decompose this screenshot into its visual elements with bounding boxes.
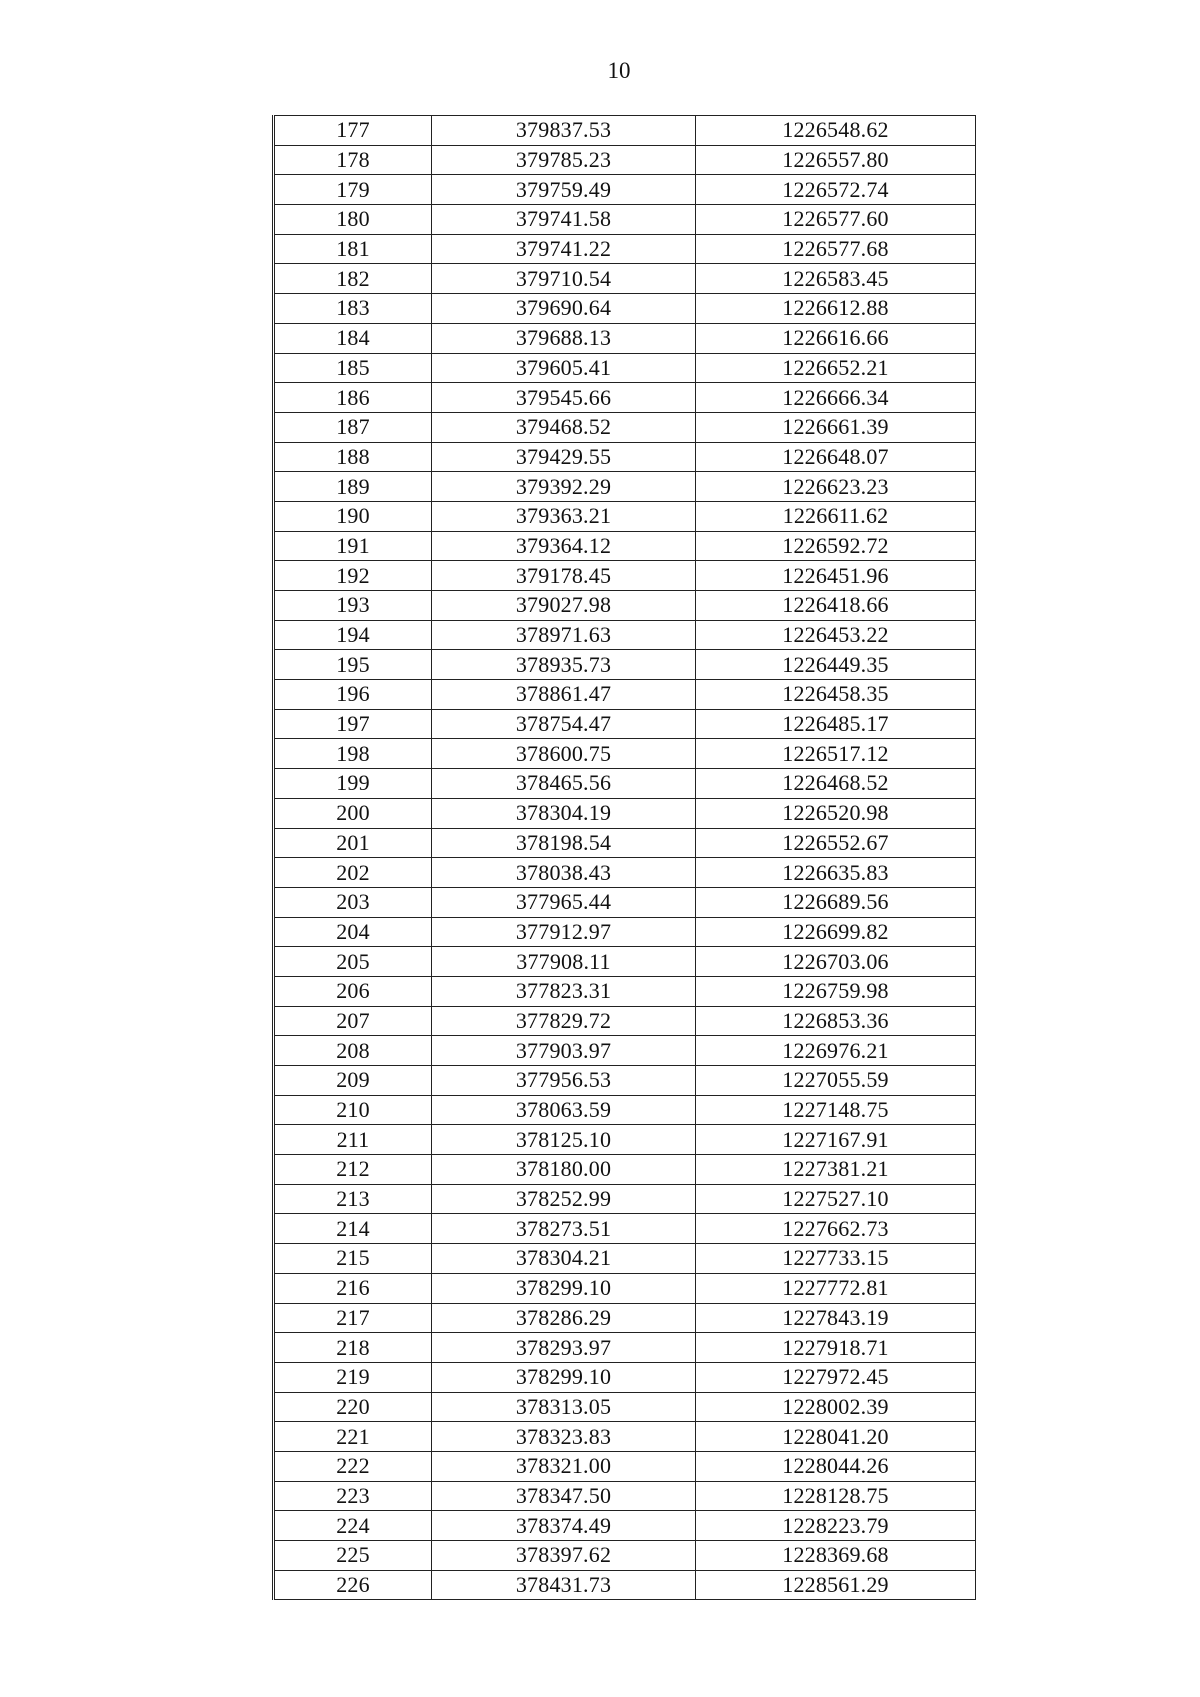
- table-row: [274, 1303, 976, 1333]
- x-coordinate-cell: 379178.45: [432, 561, 696, 591]
- table-row: [274, 1511, 976, 1541]
- y-coordinate-cell: 1227148.75: [696, 1095, 976, 1125]
- point-number-cell: 203: [274, 887, 432, 917]
- x-coordinate-cell: 378971.63: [432, 620, 696, 650]
- point-number-cell: 214: [274, 1214, 432, 1244]
- y-coordinate-cell: 1228002.39: [696, 1392, 976, 1422]
- point-number-cell: 196: [274, 680, 432, 710]
- y-coordinate-cell: 1226853.36: [696, 1006, 976, 1036]
- x-coordinate-cell: 378347.50: [432, 1481, 696, 1511]
- table-row: [274, 947, 976, 977]
- x-coordinate-cell: 378465.56: [432, 769, 696, 799]
- x-coordinate-cell: 377823.31: [432, 976, 696, 1006]
- x-coordinate-cell: 377956.53: [432, 1066, 696, 1096]
- point-number-cell: 226: [274, 1570, 432, 1600]
- table-row: [274, 591, 976, 621]
- point-number-cell: 189: [274, 472, 432, 502]
- point-number-cell: 193: [274, 591, 432, 621]
- table-row: [274, 353, 976, 383]
- y-coordinate-cell: 1226577.68: [696, 234, 976, 264]
- point-number-cell: 204: [274, 917, 432, 947]
- point-number-cell: 195: [274, 650, 432, 680]
- y-coordinate-cell: 1227918.71: [696, 1333, 976, 1363]
- y-coordinate-cell: 1226468.52: [696, 769, 976, 799]
- y-coordinate-cell: 1226592.72: [696, 531, 976, 561]
- y-coordinate-cell: 1227772.81: [696, 1273, 976, 1303]
- y-coordinate-cell: 1226552.67: [696, 828, 976, 858]
- table-row: [274, 1273, 976, 1303]
- x-coordinate-cell: 377829.72: [432, 1006, 696, 1036]
- table-row: [274, 442, 976, 472]
- y-coordinate-cell: 1227167.91: [696, 1125, 976, 1155]
- point-number-cell: 216: [274, 1273, 432, 1303]
- y-coordinate-cell: 1226458.35: [696, 680, 976, 710]
- point-number-cell: 215: [274, 1244, 432, 1274]
- x-coordinate-cell: 379468.52: [432, 412, 696, 442]
- point-number-cell: 188: [274, 442, 432, 472]
- x-coordinate-cell: 379785.23: [432, 145, 696, 175]
- x-coordinate-cell: 378754.47: [432, 709, 696, 739]
- x-coordinate-cell: 379690.64: [432, 294, 696, 324]
- table-body: [274, 116, 976, 1600]
- point-number-cell: 194: [274, 620, 432, 650]
- point-number-cell: 199: [274, 769, 432, 799]
- point-number-cell: 217: [274, 1303, 432, 1333]
- x-coordinate-cell: 378861.47: [432, 680, 696, 710]
- y-coordinate-cell: 1228128.75: [696, 1481, 976, 1511]
- x-coordinate-cell: 379688.13: [432, 323, 696, 353]
- table-row: [274, 264, 976, 294]
- x-coordinate-cell: 378323.83: [432, 1422, 696, 1452]
- y-coordinate-cell: 1227733.15: [696, 1244, 976, 1274]
- x-coordinate-cell: 379027.98: [432, 591, 696, 621]
- x-coordinate-cell: 377903.97: [432, 1036, 696, 1066]
- point-number-cell: 178: [274, 145, 432, 175]
- point-number-cell: 212: [274, 1155, 432, 1185]
- point-number-cell: 184: [274, 323, 432, 353]
- x-coordinate-cell: 378299.10: [432, 1362, 696, 1392]
- point-number-cell: 182: [274, 264, 432, 294]
- table-row: [274, 917, 976, 947]
- table-row: [274, 1541, 976, 1571]
- point-number-cell: 210: [274, 1095, 432, 1125]
- table-row: [274, 739, 976, 769]
- x-coordinate-cell: 377908.11: [432, 947, 696, 977]
- table-row: [274, 175, 976, 205]
- y-coordinate-cell: 1226635.83: [696, 858, 976, 888]
- y-coordinate-cell: 1226611.62: [696, 501, 976, 531]
- table-row: [274, 205, 976, 235]
- x-coordinate-cell: 379837.53: [432, 116, 696, 146]
- point-number-cell: 177: [274, 116, 432, 146]
- table-row: [274, 383, 976, 413]
- table-row: [274, 561, 976, 591]
- table-row: [274, 1244, 976, 1274]
- x-coordinate-cell: 379605.41: [432, 353, 696, 383]
- page-number: 10: [607, 58, 631, 83]
- point-number-cell: 187: [274, 412, 432, 442]
- point-number-cell: 185: [274, 353, 432, 383]
- y-coordinate-cell: 1226451.96: [696, 561, 976, 591]
- table-row: [274, 1333, 976, 1363]
- y-coordinate-cell: 1228223.79: [696, 1511, 976, 1541]
- table-row: [274, 1214, 976, 1244]
- table-row: [274, 234, 976, 264]
- table-row: [274, 976, 976, 1006]
- table-row: [274, 828, 976, 858]
- table-row: [274, 620, 976, 650]
- table-row: [274, 1066, 976, 1096]
- y-coordinate-cell: 1226699.82: [696, 917, 976, 947]
- table-row: [274, 858, 976, 888]
- table-row: [274, 501, 976, 531]
- table-row: [274, 1451, 976, 1481]
- y-coordinate-cell: 1227972.45: [696, 1362, 976, 1392]
- y-coordinate-cell: 1226572.74: [696, 175, 976, 205]
- y-coordinate-cell: 1226623.23: [696, 472, 976, 502]
- table-row: [274, 472, 976, 502]
- point-number-cell: 223: [274, 1481, 432, 1511]
- y-coordinate-cell: 1226616.66: [696, 323, 976, 353]
- y-coordinate-cell: 1227662.73: [696, 1214, 976, 1244]
- point-number-cell: 205: [274, 947, 432, 977]
- y-coordinate-cell: 1226548.62: [696, 116, 976, 146]
- y-coordinate-cell: 1226557.80: [696, 145, 976, 175]
- x-coordinate-cell: 379710.54: [432, 264, 696, 294]
- x-coordinate-cell: 379363.21: [432, 501, 696, 531]
- x-coordinate-cell: 378304.21: [432, 1244, 696, 1274]
- point-number-cell: 221: [274, 1422, 432, 1452]
- table-row: [274, 1481, 976, 1511]
- x-coordinate-cell: 378935.73: [432, 650, 696, 680]
- point-number-cell: 222: [274, 1451, 432, 1481]
- point-number-cell: 225: [274, 1541, 432, 1571]
- point-number-cell: 192: [274, 561, 432, 591]
- y-coordinate-cell: 1228561.29: [696, 1570, 976, 1600]
- point-number-cell: 219: [274, 1362, 432, 1392]
- x-coordinate-cell: 378125.10: [432, 1125, 696, 1155]
- table-row: [274, 1362, 976, 1392]
- x-coordinate-cell: 379741.58: [432, 205, 696, 235]
- y-coordinate-cell: 1227055.59: [696, 1066, 976, 1096]
- y-coordinate-cell: 1227381.21: [696, 1155, 976, 1185]
- y-coordinate-cell: 1226759.98: [696, 976, 976, 1006]
- x-coordinate-cell: 379429.55: [432, 442, 696, 472]
- y-coordinate-cell: 1227843.19: [696, 1303, 976, 1333]
- y-coordinate-cell: 1226583.45: [696, 264, 976, 294]
- point-number-cell: 183: [274, 294, 432, 324]
- y-coordinate-cell: 1226418.66: [696, 591, 976, 621]
- point-number-cell: 190: [274, 501, 432, 531]
- y-coordinate-cell: 1227527.10: [696, 1184, 976, 1214]
- y-coordinate-cell: 1226976.21: [696, 1036, 976, 1066]
- table-row: [274, 1392, 976, 1422]
- table-row: [274, 323, 976, 353]
- point-number-cell: 206: [274, 976, 432, 1006]
- x-coordinate-cell: 379392.29: [432, 472, 696, 502]
- point-number-cell: 213: [274, 1184, 432, 1214]
- y-coordinate-cell: 1226652.21: [696, 353, 976, 383]
- table-row: [274, 1036, 976, 1066]
- point-number-cell: 179: [274, 175, 432, 205]
- x-coordinate-cell: 377965.44: [432, 887, 696, 917]
- y-coordinate-cell: 1228041.20: [696, 1422, 976, 1452]
- y-coordinate-cell: 1226612.88: [696, 294, 976, 324]
- table-row: [274, 1155, 976, 1185]
- table-row: [274, 680, 976, 710]
- x-coordinate-cell: 378063.59: [432, 1095, 696, 1125]
- table-row: [274, 1095, 976, 1125]
- table-row: [274, 294, 976, 324]
- y-coordinate-cell: 1226661.39: [696, 412, 976, 442]
- x-coordinate-cell: 378293.97: [432, 1333, 696, 1363]
- point-number-cell: 211: [274, 1125, 432, 1155]
- y-coordinate-cell: 1228369.68: [696, 1541, 976, 1571]
- x-coordinate-cell: 378299.10: [432, 1273, 696, 1303]
- x-coordinate-cell: 379759.49: [432, 175, 696, 205]
- point-number-cell: 197: [274, 709, 432, 739]
- table-row: [274, 145, 976, 175]
- x-coordinate-cell: 379545.66: [432, 383, 696, 413]
- point-number-cell: 198: [274, 739, 432, 769]
- table-row: [274, 1006, 976, 1036]
- point-number-cell: 220: [274, 1392, 432, 1422]
- x-coordinate-cell: 378313.05: [432, 1392, 696, 1422]
- x-coordinate-cell: 378252.99: [432, 1184, 696, 1214]
- y-coordinate-cell: 1226577.60: [696, 205, 976, 235]
- table-row: [274, 1422, 976, 1452]
- coordinates-table: [272, 115, 976, 1600]
- y-coordinate-cell: 1226449.35: [696, 650, 976, 680]
- table-row: [274, 1125, 976, 1155]
- table-row: [274, 531, 976, 561]
- x-coordinate-cell: 378273.51: [432, 1214, 696, 1244]
- y-coordinate-cell: 1226517.12: [696, 739, 976, 769]
- x-coordinate-cell: 378180.00: [432, 1155, 696, 1185]
- x-coordinate-cell: 378304.19: [432, 798, 696, 828]
- x-coordinate-cell: 378397.62: [432, 1541, 696, 1571]
- y-coordinate-cell: 1226689.56: [696, 887, 976, 917]
- x-coordinate-cell: 377912.97: [432, 917, 696, 947]
- x-coordinate-cell: 378321.00: [432, 1451, 696, 1481]
- point-number-cell: 202: [274, 858, 432, 888]
- y-coordinate-cell: 1226703.06: [696, 947, 976, 977]
- point-number-cell: 201: [274, 828, 432, 858]
- y-coordinate-cell: 1226520.98: [696, 798, 976, 828]
- x-coordinate-cell: 378286.29: [432, 1303, 696, 1333]
- table-row: [274, 1184, 976, 1214]
- table-row: [274, 412, 976, 442]
- x-coordinate-cell: 379741.22: [432, 234, 696, 264]
- table-row: [274, 887, 976, 917]
- y-coordinate-cell: 1226485.17: [696, 709, 976, 739]
- y-coordinate-cell: 1226666.34: [696, 383, 976, 413]
- table-row: [274, 116, 976, 146]
- x-coordinate-cell: 378600.75: [432, 739, 696, 769]
- point-number-cell: 200: [274, 798, 432, 828]
- point-number-cell: 209: [274, 1066, 432, 1096]
- table-row: [274, 769, 976, 799]
- point-number-cell: 181: [274, 234, 432, 264]
- x-coordinate-cell: 379364.12: [432, 531, 696, 561]
- y-coordinate-cell: 1226648.07: [696, 442, 976, 472]
- point-number-cell: 180: [274, 205, 432, 235]
- x-coordinate-cell: 378038.43: [432, 858, 696, 888]
- table-row: [274, 1570, 976, 1600]
- table-row: [274, 709, 976, 739]
- point-number-cell: 218: [274, 1333, 432, 1363]
- point-number-cell: 207: [274, 1006, 432, 1036]
- y-coordinate-cell: 1228044.26: [696, 1451, 976, 1481]
- table-row: [274, 650, 976, 680]
- point-number-cell: 186: [274, 383, 432, 413]
- y-coordinate-cell: 1226453.22: [696, 620, 976, 650]
- point-number-cell: 191: [274, 531, 432, 561]
- table-row: [274, 798, 976, 828]
- point-number-cell: 224: [274, 1511, 432, 1541]
- point-number-cell: 208: [274, 1036, 432, 1066]
- x-coordinate-cell: 378374.49: [432, 1511, 696, 1541]
- x-coordinate-cell: 378431.73: [432, 1570, 696, 1600]
- x-coordinate-cell: 378198.54: [432, 828, 696, 858]
